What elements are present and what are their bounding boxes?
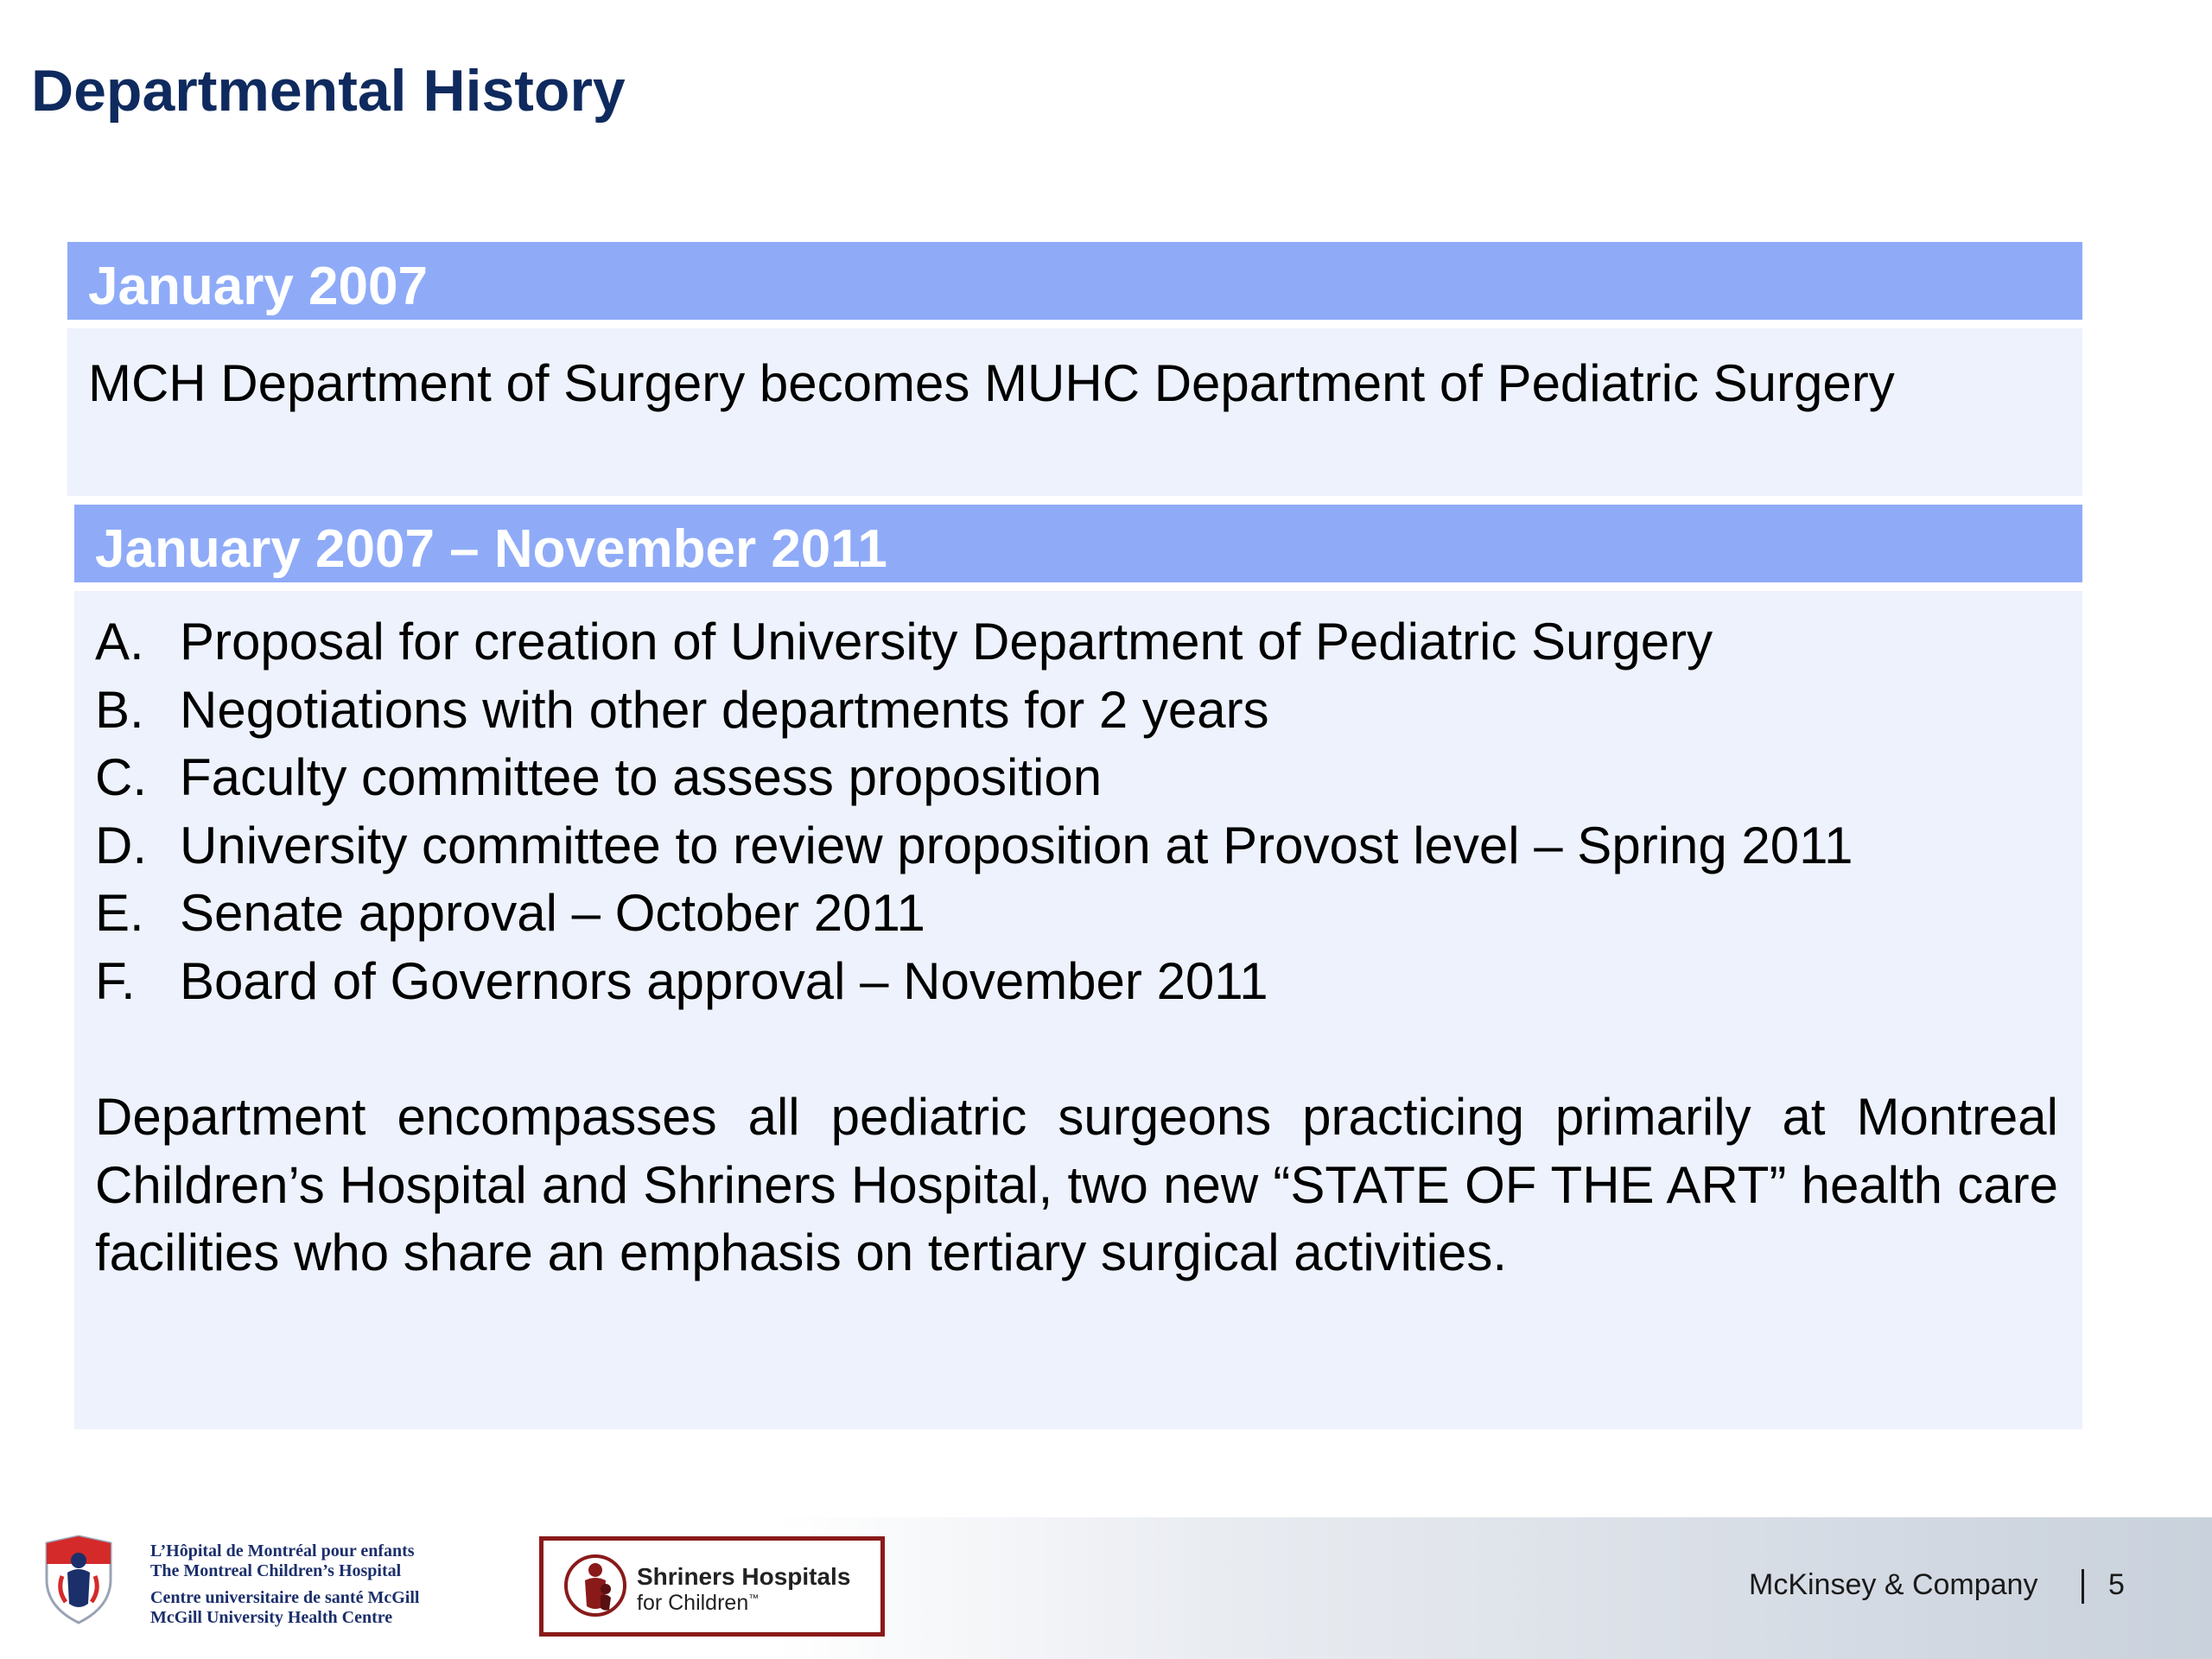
list-item-letter: D. bbox=[95, 816, 147, 874]
shriners-emblem-icon bbox=[563, 1549, 628, 1624]
list-item-text: Board of Governors approval – November 2011 bbox=[180, 951, 1268, 1010]
department-description: Department encompasses all pediatric surgeons practicing primarily at Montreal Children’s Hospital and Shriners Hospital, two new “STATE OF THE ART” health care facilities who share an emphasis on tertiary surgical activities. bbox=[95, 1088, 2058, 1281]
mch-line: L’Hôpital de Montréal pour enfants bbox=[150, 1541, 415, 1560]
section-header: January 2007 bbox=[67, 242, 2082, 328]
list-item bbox=[95, 677, 2062, 745]
list-item-text: Proposal for creation of University Department of Pediatric Surgery bbox=[180, 613, 1713, 671]
section-january-2007 bbox=[67, 242, 2082, 496]
footer-divider bbox=[2082, 1569, 2084, 1604]
section-header: January 2007 – November 2011 bbox=[74, 505, 2082, 591]
list-item bbox=[95, 744, 2062, 812]
mch-line: The Montreal Children’s Hospital bbox=[150, 1561, 402, 1580]
list-item-letter: A. bbox=[95, 613, 144, 671]
list-item-text: Faculty committee to assess proposition bbox=[180, 748, 1103, 806]
shriners-logo bbox=[539, 1536, 885, 1637]
page-title: Departmental History bbox=[31, 58, 626, 124]
list-item bbox=[95, 608, 2062, 677]
milestone-list bbox=[95, 608, 2062, 1015]
shriners-subtitle: for Children™ bbox=[637, 1591, 760, 1615]
mch-line: Centre universitaire de santé McGill bbox=[150, 1588, 420, 1607]
section-2007-2011 bbox=[74, 505, 2082, 1429]
list-item bbox=[95, 812, 2062, 880]
mch-hospital-name bbox=[150, 1541, 419, 1628]
list-item-letter: C. bbox=[95, 748, 147, 806]
list-item-letter: B. bbox=[95, 680, 144, 739]
list-item-letter: F. bbox=[95, 951, 136, 1010]
list-item bbox=[95, 880, 2062, 948]
company-name: McKinsey & Company bbox=[1749, 1568, 2038, 1601]
mch-line: McGill University Health Centre bbox=[150, 1608, 393, 1627]
mch-shield-logo bbox=[41, 1535, 116, 1624]
list-item-letter: E. bbox=[95, 884, 144, 942]
list-item bbox=[95, 948, 2062, 1016]
list-item-text: University committee to review proposition at Provost level – Spring 2011 bbox=[180, 816, 1853, 874]
list-item-text: Senate approval – October 2011 bbox=[180, 884, 925, 942]
list-item-text: Negotiations with other departments for 2 years bbox=[180, 680, 1269, 739]
page-number: 5 bbox=[2108, 1568, 2125, 1601]
section-body-text: MCH Department of Surgery becomes MUHC Department of Pediatric Surgery bbox=[88, 354, 1895, 412]
shriners-name: Shriners Hospitals bbox=[637, 1563, 851, 1590]
